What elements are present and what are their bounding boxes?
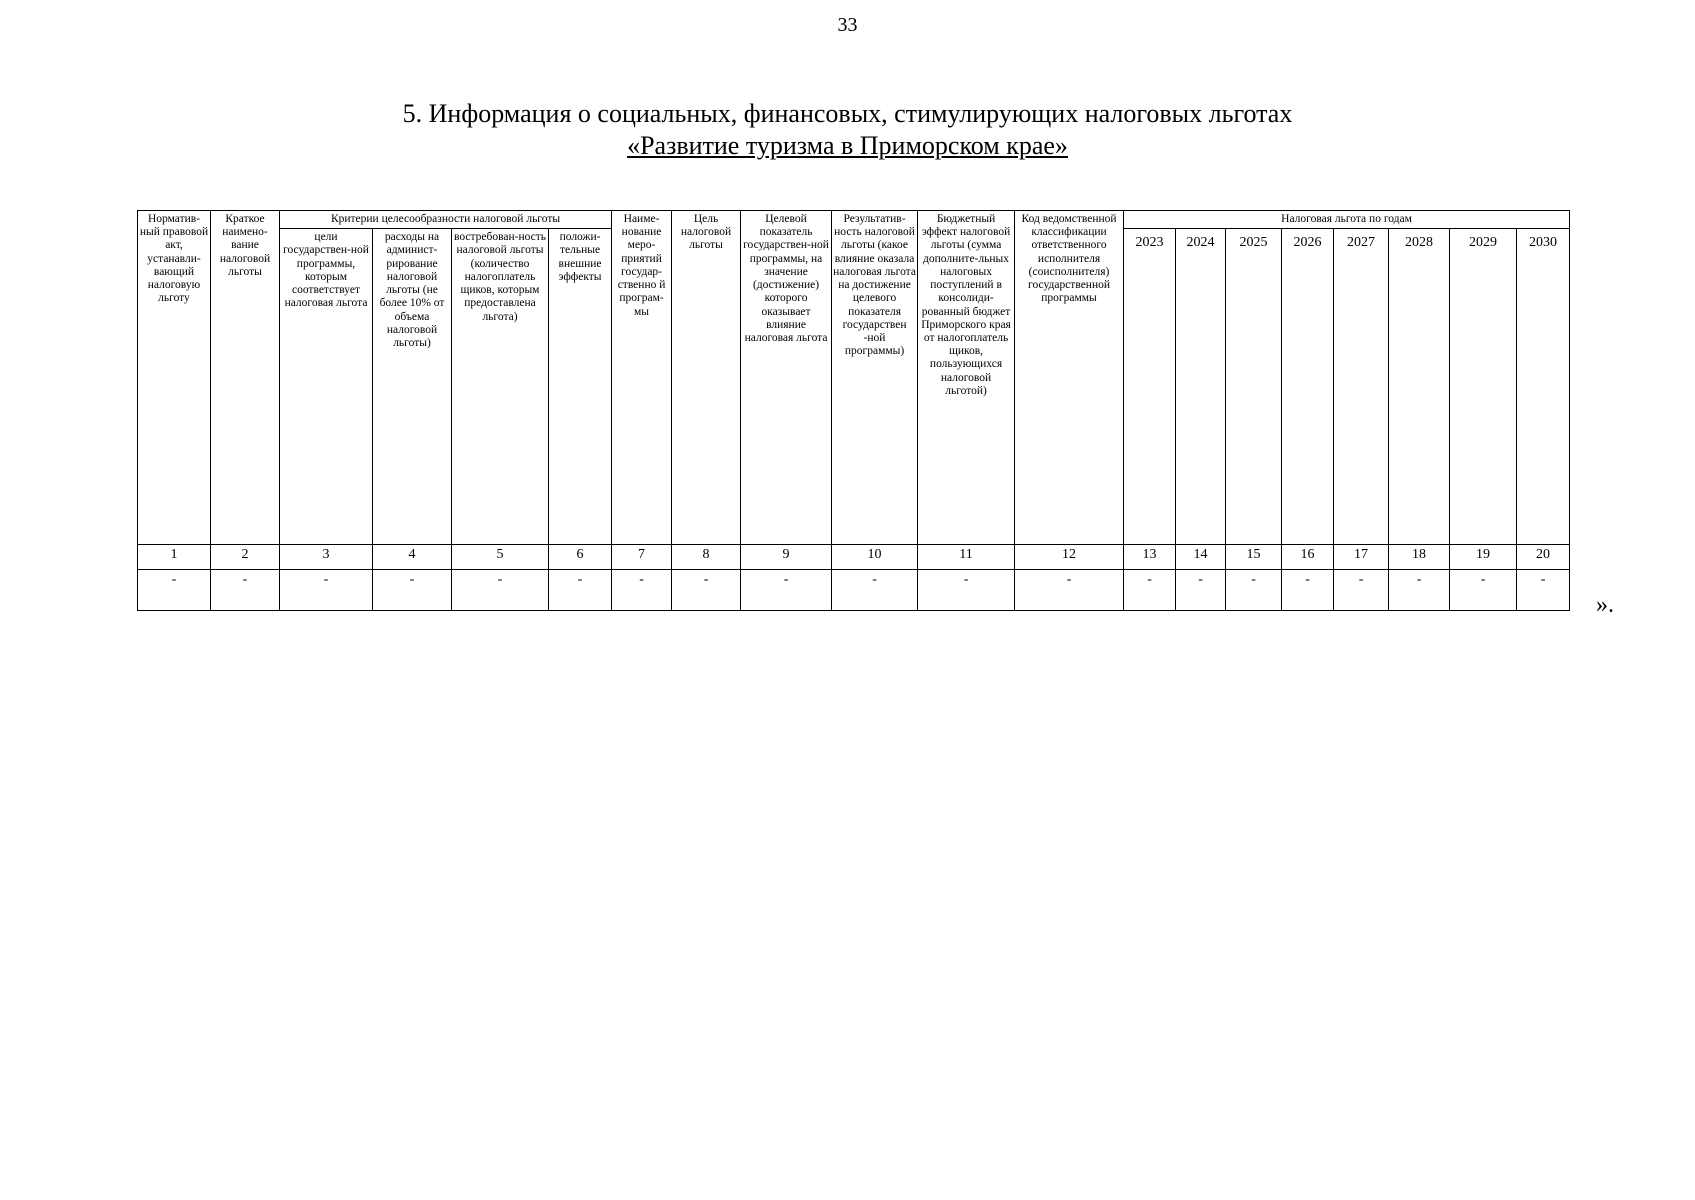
header-year-2026: 2026: [1282, 229, 1334, 545]
header-year-2027: 2027: [1334, 229, 1389, 545]
header-target-indicator: Целевой показатель государствен-ной программы, на значение (достижение) которого оказывает влияние налоговая льгота: [741, 211, 832, 545]
column-number: 10: [832, 545, 918, 570]
data-cell: -: [452, 570, 549, 611]
header-year-2023: 2023: [1124, 229, 1176, 545]
header-short-name: Краткое наимено-вание налоговой льготы: [211, 211, 280, 545]
data-cell: -: [549, 570, 612, 611]
data-cell: -: [612, 570, 672, 611]
header-budget-effect: Бюджетный эффект налоговой льготы (сумма дополните-льных налоговых поступлений в консолиди-рованный бюджет Приморского края от налогоплатель щиков, пользующихся налоговой льготой): [918, 211, 1015, 545]
data-row: [138, 570, 1570, 611]
title-line-2: «Развитие туризма в Приморском крае»: [627, 131, 1068, 160]
column-number: 4: [373, 545, 452, 570]
tax-benefits-table: [137, 210, 1570, 611]
data-cell: -: [1450, 570, 1517, 611]
header-year-2024: 2024: [1176, 229, 1226, 545]
data-cell: -: [1124, 570, 1176, 611]
header-year-2028: 2028: [1389, 229, 1450, 545]
column-number: 20: [1517, 545, 1570, 570]
header-benefit-goal: Цель налоговой льготы: [672, 211, 741, 545]
column-number: 14: [1176, 545, 1226, 570]
page-number: 33: [837, 14, 858, 36]
header-activities: Наиме-нование меро-приятий государ-ственно й програм-мы: [612, 211, 672, 545]
column-number: 16: [1282, 545, 1334, 570]
header-row-1: [138, 211, 1570, 229]
header-demand: востребован-ность налоговой льготы (количество налогоплатель щиков, которым предоставлена льгота): [452, 229, 549, 545]
data-cell: -: [1517, 570, 1570, 611]
data-cell: -: [918, 570, 1015, 611]
column-number: 1: [138, 545, 211, 570]
column-number: 6: [549, 545, 612, 570]
column-number: 19: [1450, 545, 1517, 570]
header-legal-act: Норматив-ный правовой акт, устанавли-вающий налоговую льготу: [138, 211, 211, 545]
header-effectiveness: Результатив-ность налоговой льготы (какое влияние оказала налоговая льгота на достижение целевого показателя государствен -ной программы): [832, 211, 918, 545]
header-department-code: Код ведомственной классификации ответственного исполнителя (соисполнителя) государственной программы: [1015, 211, 1124, 545]
header-years-group: Налоговая льгота по годам: [1124, 211, 1570, 229]
data-cell: -: [211, 570, 280, 611]
header-program-goals: цели государствен-ной программы, которым соответствует налоговая льгота: [280, 229, 373, 545]
data-cell: -: [1282, 570, 1334, 611]
column-number: 7: [612, 545, 672, 570]
title-line-1: 5. Информация о социальных, финансовых, стимулирующих налоговых льготах: [402, 99, 1293, 128]
data-cell: -: [280, 570, 373, 611]
data-cell: -: [1334, 570, 1389, 611]
data-cell: -: [1389, 570, 1450, 611]
column-number: 3: [280, 545, 373, 570]
header-criteria-group: Критерии целесообразности налоговой льготы: [280, 211, 612, 229]
column-number: 17: [1334, 545, 1389, 570]
column-number: 9: [741, 545, 832, 570]
closing-quote-mark: ».: [1596, 592, 1614, 618]
column-number: 18: [1389, 545, 1450, 570]
header-year-2025: 2025: [1226, 229, 1282, 545]
data-cell: -: [832, 570, 918, 611]
column-number: 15: [1226, 545, 1282, 570]
column-number: 11: [918, 545, 1015, 570]
data-cell: -: [138, 570, 211, 611]
document-title: [0, 98, 1695, 162]
header-year-2029: 2029: [1450, 229, 1517, 545]
column-number: 5: [452, 545, 549, 570]
header-year-2030: 2030: [1517, 229, 1570, 545]
header-external-effects: положи-тельные внешние эффекты: [549, 229, 612, 545]
column-number: 12: [1015, 545, 1124, 570]
data-cell: -: [741, 570, 832, 611]
data-cell: -: [373, 570, 452, 611]
data-cell: -: [672, 570, 741, 611]
data-cell: -: [1015, 570, 1124, 611]
data-cell: -: [1226, 570, 1282, 611]
column-number-row: [138, 545, 1570, 570]
column-number: 2: [211, 545, 280, 570]
column-number: 8: [672, 545, 741, 570]
column-number: 13: [1124, 545, 1176, 570]
header-admin-costs: расходы на админист-рирование налоговой льготы (не более 10% от объема налоговой льготы): [373, 229, 452, 545]
data-cell: -: [1176, 570, 1226, 611]
